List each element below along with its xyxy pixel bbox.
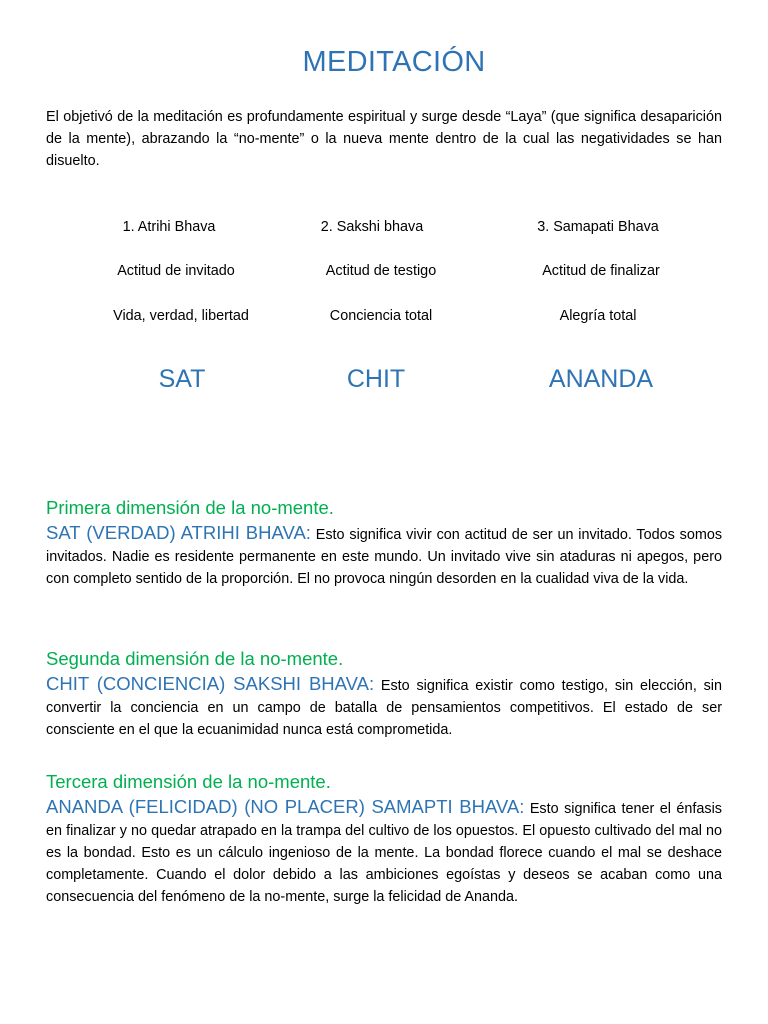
section-first-dimension xyxy=(46,496,722,590)
section-lead: ANANDA (FELICIDAD) (NO PLACER) SAMAPTI BHAVA: xyxy=(46,796,525,817)
word-ananda: ANANDA xyxy=(548,365,654,393)
section-body xyxy=(46,673,722,741)
column-3-number: 3. Samapati Bhava xyxy=(537,219,659,235)
word-chit: CHIT xyxy=(346,365,406,393)
section-third-dimension xyxy=(46,770,722,908)
section-text: Esto significa vivir con actitud de ser un invitado. Todos somos invitados. Nadie es residente permanente en este mundo. Un invitado vive sin ataduras ni apegos, pero con completo sentido de la proporción. El no provoca ningún desorden en la cualidad viva de la vida. xyxy=(46,527,723,587)
column-2-quality: Conciencia total xyxy=(329,308,433,324)
column-1-attitude: Actitud de invitado xyxy=(117,263,235,279)
section-heading: Primera dimensión de la no-mente. xyxy=(46,497,334,518)
section-second-dimension xyxy=(46,647,722,741)
section-text: Esto significa tener el énfasis en finalizar y no quedar atrapado en la trampa del cultivo de los opuestos. El opuesto cultivado del mal no es la bondad. Esto es un cálculo ingenioso de la mente. La bondad florece cuando el mal se deshace completamente. Cuando el dolor debido a las ambiciones egoístas y deseos se acaban como una consecuencia del fenómeno de la no-mente, surge la felicidad de Ananda. xyxy=(46,801,722,905)
section-body xyxy=(46,522,722,590)
column-2-number: 2. Sakshi bhava xyxy=(320,219,424,235)
column-1-number: 1. Atrihi Bhava xyxy=(122,219,216,235)
column-3-attitude: Actitud de finalizar xyxy=(542,263,660,279)
section-heading: Segunda dimensión de la no-mente. xyxy=(46,648,344,669)
section-text: Esto significa existir como testigo, sin elección, sin convertir la conciencia en un campo de batalla de pensamientos competitivos. El estado de ser consciente en el que la ecuanimidad nunca está comprometida. xyxy=(46,678,723,738)
column-3-quality: Alegría total xyxy=(559,308,637,324)
section-body xyxy=(46,796,722,908)
word-sat: SAT xyxy=(158,365,206,393)
page-title: MEDITACIÓN xyxy=(302,46,486,78)
section-lead: SAT (VERDAD) ATRIHI BHAVA: xyxy=(46,522,311,543)
section-lead: CHIT (CONCIENCIA) SAKSHI BHAVA: xyxy=(46,673,375,694)
column-2-attitude: Actitud de testigo xyxy=(325,263,437,279)
column-1-quality: Vida, verdad, libertad xyxy=(113,308,249,324)
section-heading: Tercera dimensión de la no-mente. xyxy=(46,771,331,792)
intro-paragraph: El objetivó de la meditación es profundamente espiritual y surge desde “Laya” (que significa desaparición de la mente), abrazando la “no-mente” o la nueva mente dentro de la cual las negatividades se han disuelto. xyxy=(46,109,722,169)
